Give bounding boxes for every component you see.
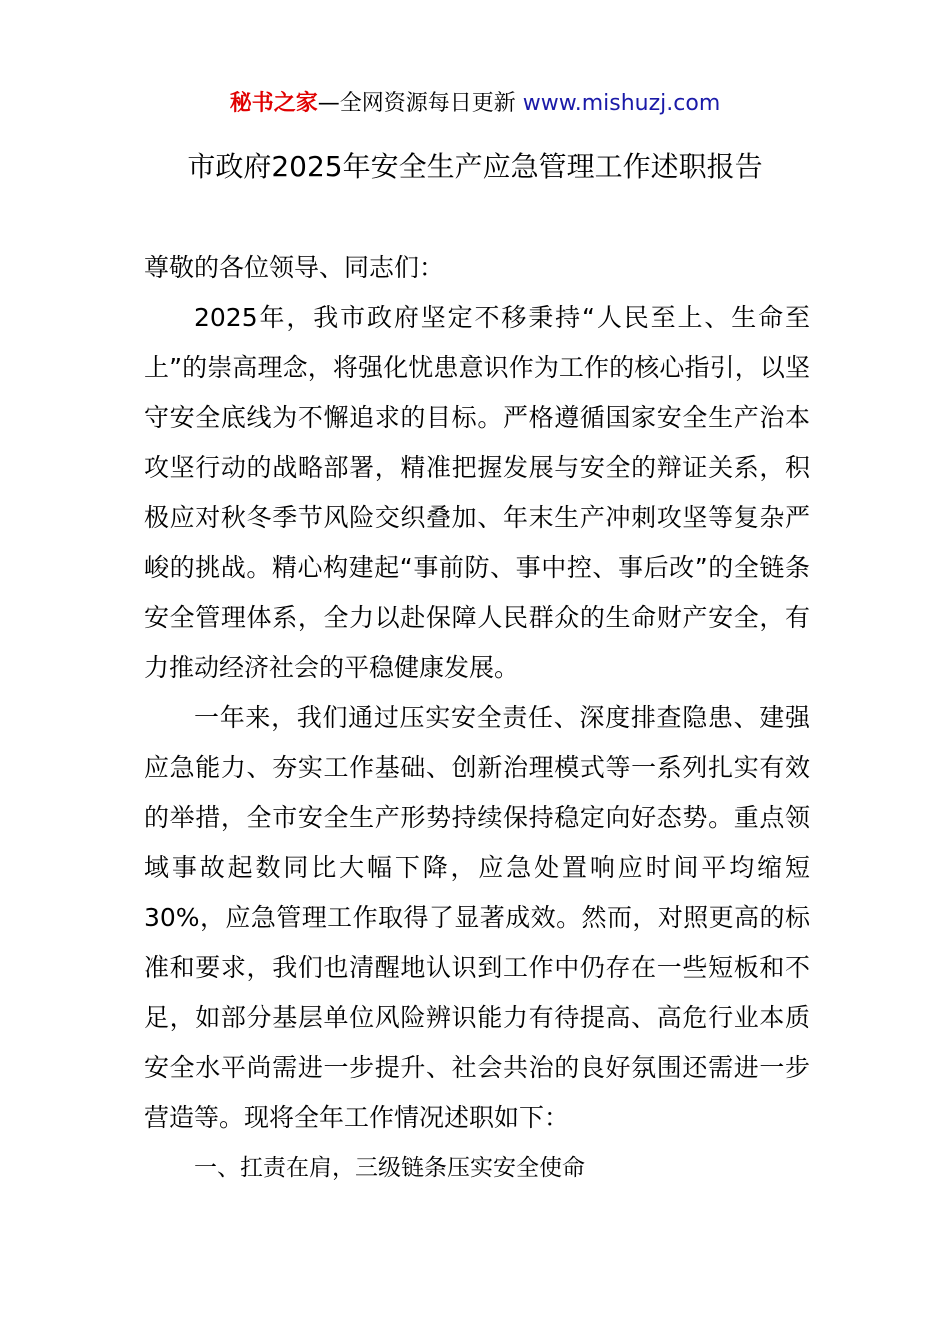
document-body bbox=[144, 243, 810, 1193]
section-heading: 一、扛责在肩，三级链条压实安全使命 bbox=[194, 1155, 585, 1181]
document-title: 市政府2025年安全生产应急管理工作述职报告 bbox=[187, 150, 763, 183]
site-url-link[interactable]: www.mishuzj.com bbox=[522, 91, 721, 116]
brand-name: 秘书之家 bbox=[229, 91, 318, 116]
salutation: 尊敬的各位领导、同志们： bbox=[144, 253, 445, 282]
paragraph-summary: 一年来，我们通过压实安全责任、深度排查隐患、建强应急能力、夯实工作基础、创新治理模式等一系列扎实有效的举措，全市安全生产形势持续保持稳定向好态势。重点领域事故起数同比大幅下降，应急处置响应时间平均缩短30%，应急管理工作取得了显著成效。然而，对照更高的标准和要求，我们也清醒地认识到工作中仍存在一些短板和不足，如部分基层单位风险辨识能力有待提高、高危行业本质安全水平尚需进一步提升、社会共治的良好氛围还需进一步营造等。现将全年工作情况述职如下： bbox=[144, 703, 810, 1132]
paragraph-intro: 2025年，我市政府坚定不移秉持“人民至上、生命至上”的崇高理念，将强化忧患意识作为工作的核心指引，以坚守安全底线为不懈追求的目标。严格遵循国家安全生产治本攻坚行动的战略部署，精准把握发展与安全的辩证关系，积极应对秋冬季节风险交织叠加、年末生产冲刺攻坚等复杂严峻的挑战。精心构建起“事前防、事中控、事后改”的全链条安全管理体系，全力以赴保障人民群众的生命财产安全，有力推动经济社会的平稳健康发展。 bbox=[144, 303, 810, 682]
site-tagline: —全网资源每日更新 bbox=[317, 91, 516, 116]
site-header bbox=[0, 88, 950, 120]
